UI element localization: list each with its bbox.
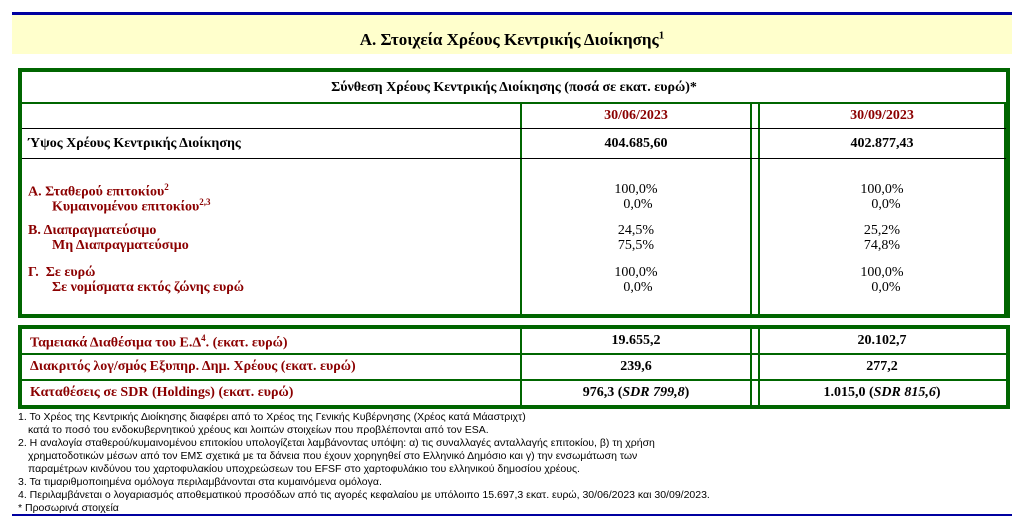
column-header-date-1: 30/06/2023 (604, 108, 668, 123)
debt-service-account-label: Διακριτός λογ/σμός Εξυπηρ. Δημ. Χρέους (εκατ. ευρώ) (30, 359, 356, 374)
row-tradable-label: Β. Διαπραγματεύσιμο (28, 223, 157, 238)
row-non-euro-value-1: 0,0% (623, 280, 653, 295)
row-euro-value-1: 100,0% (614, 265, 658, 280)
cash-reserves-value-1: 19.655,2 (611, 333, 661, 348)
sdr-deposits-value-2: 1.015,0 (SDR 815,6) (823, 385, 941, 400)
column-header-date-2: 30/09/2023 (850, 108, 914, 123)
row-non-euro-value-2: 0,0% (871, 280, 901, 295)
row-non-tradable-label: Μη Διαπραγματεύσιμο (52, 238, 189, 253)
row-floating-rate-value-2: 0,0% (871, 197, 901, 212)
footnote-2-cont-a: χρηματοδοτικών μέσων από τον ΕΜΣ σχετικά με τα δάνεια που έχουν χορηγηθεί στο Ελληνικό Δημόσιο και γ) την ενσωμάτωση των (28, 450, 638, 462)
cash-reserves-label: Ταμειακά Διαθέσιμα του $E.\Delta^4$. (εκατ. ευρώ) (30, 333, 288, 351)
row-fixed-rate-label: Α. Σταθερού επιτοκίου$^2$ (28, 182, 169, 200)
row-tradable-value-2: 25,2% (863, 223, 901, 238)
row-non-tradable-value-2: 74,8% (863, 238, 901, 253)
row-euro-value-2: 100,0% (860, 265, 904, 280)
row-non-euro-label: Σε νομίσματα εκτός ζώνης ευρώ (52, 280, 245, 295)
debt-total-value-1: 404.685,60 (604, 136, 668, 151)
footnote-2: 2. Η αναλογία σταθερού/κυμαινομένου επιτοκίου υπολογίζεται λαμβάνοντας υπόψη: α) τις συναλλαγές ανταλλαγής επιτοκίου, β) τη χρήση (18, 437, 655, 449)
section-header (12, 12, 1012, 54)
row-euro-label: Γ. Σε ευρώ (28, 265, 96, 280)
debt-service-account-value-1: 239,6 (620, 359, 652, 374)
debt-service-account-value-2: 277,2 (866, 359, 898, 374)
debt-composition-table (18, 68, 1010, 318)
debt-total-value-2: 402.877,43 (850, 136, 914, 151)
footnotes (18, 411, 1008, 515)
debt-total-label: Ύψος Χρέους Κεντρικής Διοίκησης (28, 136, 241, 151)
footnote-1-cont: κατά το ποσό του ενδοκυβερνητικού χρέους και λοιπών στοιχείων που προβλέπονται από τον ESA. (28, 424, 489, 436)
table-caption: Σύνθεση Χρέους Κεντρικής Διοίκησης (ποσά σε εκατ. ευρώ)* (331, 80, 697, 95)
footnote-2-cont-b: παραμέτρων κινδύνου του χαρτοφυλακίου υποχρεώσεων του EFSF στο χαρτοφυλάκιο του ελληνικού δημοσίου χρέους. (28, 463, 580, 475)
row-fixed-rate-value-1: 100,0% (614, 182, 658, 197)
cash-reserves-value-2: 20.102,7 (857, 333, 907, 348)
footnote-1: 1. Το Χρέος της Κεντρικής Διοίκησης διαφέρει από το Χρέος της Γενικής Κυβέρνησης (Χρέος κατά Μάαστριχτ) (18, 411, 526, 423)
row-floating-rate-value-1: 0,0% (623, 197, 653, 212)
bottom-rule (12, 514, 1012, 516)
sdr-deposits-label: Καταθέσεις σε SDR (Holdings) (εκατ. ευρώ) (30, 385, 294, 400)
cash-and-deposits-table (18, 325, 1010, 409)
row-fixed-rate-value-2: 100,0% (860, 182, 904, 197)
section-title: Α. Στοιχεία Χρέους Κεντρικής Διοίκησης$^1$ (359, 29, 665, 49)
footnote-4: 4. Περιλαμβάνεται ο λογαριασμός αποθεματικού προσόδων από τις αγορές κεφαλαίου με υπόλοιπο 15.697,3 εκατ. ευρώ, 30/06/2023 και 30/09/2023. (18, 489, 710, 501)
row-non-tradable-value-1: 75,5% (617, 238, 655, 253)
footnote-3: 3. Τα τιμαριθμοποιημένα ομόλογα περιλαμβάνονται στα κυμαινόμενα ομόλογα. (18, 476, 382, 488)
row-tradable-value-1: 24,5% (617, 223, 655, 238)
sdr-deposits-value-1: 976,3 (SDR 799,8) (582, 385, 690, 400)
footnote-provisional: * Προσωρινά στοιχεία (18, 502, 119, 514)
row-floating-rate-label: Κυμαινομένου επιτοκίου$^{2,3}$ (52, 197, 211, 215)
